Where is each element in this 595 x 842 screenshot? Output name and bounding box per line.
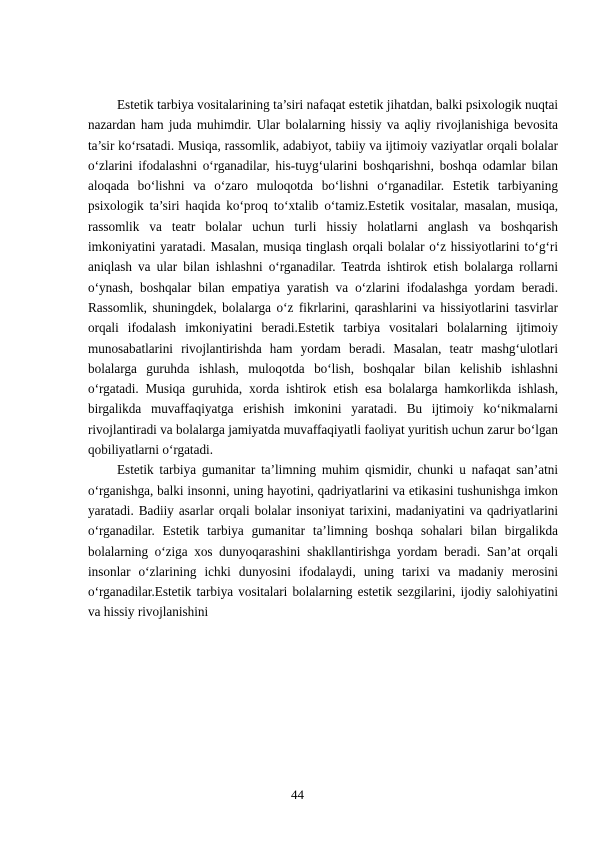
paragraph-2: Estetik tarbiya gumanitar ta’limning muhim qismidir, chunki u nafaqat san’atni o‘rganishga, balki insonni, uning hayotini, qadriyatlarini va etikasini tushunishga imkon yaratadi. Badiiy asarlar orqali bolalar insoniyat tarixini, madaniyatini va qadriyatlarini o‘rganadilar. Estetik tarbiya gumanitar ta’limning boshqa sohalari bilan birgalikda bolalarning o‘ziga xos dunyoqarashini shakllantirishga yordam beradi. San’at orqali insonlar o‘zlarining ichki dunyosini ifodalaydi, uning tarixi va madaniy merosini o‘rganadilar.Estetik tarbiya vositalari bolalarning estetik sezgilarini, ijodiy salohiyatini va hissiy rivojlanishini <box>88 462 558 620</box>
page-number: 44 <box>291 787 304 802</box>
page-body <box>88 95 558 623</box>
paragraph-1: Estetik tarbiya vositalarining ta’siri nafaqat estetik jihatdan, balki psixologik nuqtai nazardan ham juda muhimdir. Ular bolalarning hissiy va aqliy rivojlanishiga bevosita ta’sir ko‘rsatadi. Musiqa, rassomlik, adabiyot, tabiiy va ijtimoiy vaziyatlar orqali bolalar o‘zlarini ifodalashni o‘rganadilar, his-tuyg‘ularini boshqarishni, boshqa odamlar bilan aloqada bo‘lishni va o‘zaro muloqotda bo‘lishni o‘rganadilar. Estetik tarbiyaning psixologik ta’siri haqida ko‘proq to‘xtalib o‘tamiz.Estetik vositalar, masalan, musiqa, rassomlik va teatr bolalar uchun turli hissiy holatlarni anglash va boshqarish imkoniyatini yaratadi. Masalan, musiqa tinglash orqali bolalar o‘z hissiyotlarini to‘g‘ri aniqlash va ular bilan ishlashni o‘rganadilar. Teatrda ishtirok etish bolalarga rollarni o‘ynash, boshqalar bilan empatiya yaratish va o‘zlarini ifodalashga yordam beradi. Rassomlik, shuningdek, bolalarga o‘z fikrlarini, qarashlarini va hissiyotlarini tasvirlar orqali ifodalash imkoniyatini beradi.Estetik tarbiya vositalari bolalarning ijtimoiy munosabatlarini rivojlantirishda ham yordam beradi. Masalan, teatr mashg‘ulotlari bolalarga guruhda ishlash, muloqotda bo‘lish, boshqalar bilan kelishib ishlashni o‘rgatadi. Musiqa guruhida, xorda ishtirok etish esa bolalarga hamkorlikda ishlash, birgalikda muvaffaqiyatga erishish imkonini yaratadi. Bu ijtimoiy ko‘nikmalarni rivojlantiradi va bolalarga jamiyatda muvaffaqiyatli faoliyat yuritish uchun zarur bo‘lgan qobiliyatlarni o‘rgatadi. <box>88 97 558 458</box>
